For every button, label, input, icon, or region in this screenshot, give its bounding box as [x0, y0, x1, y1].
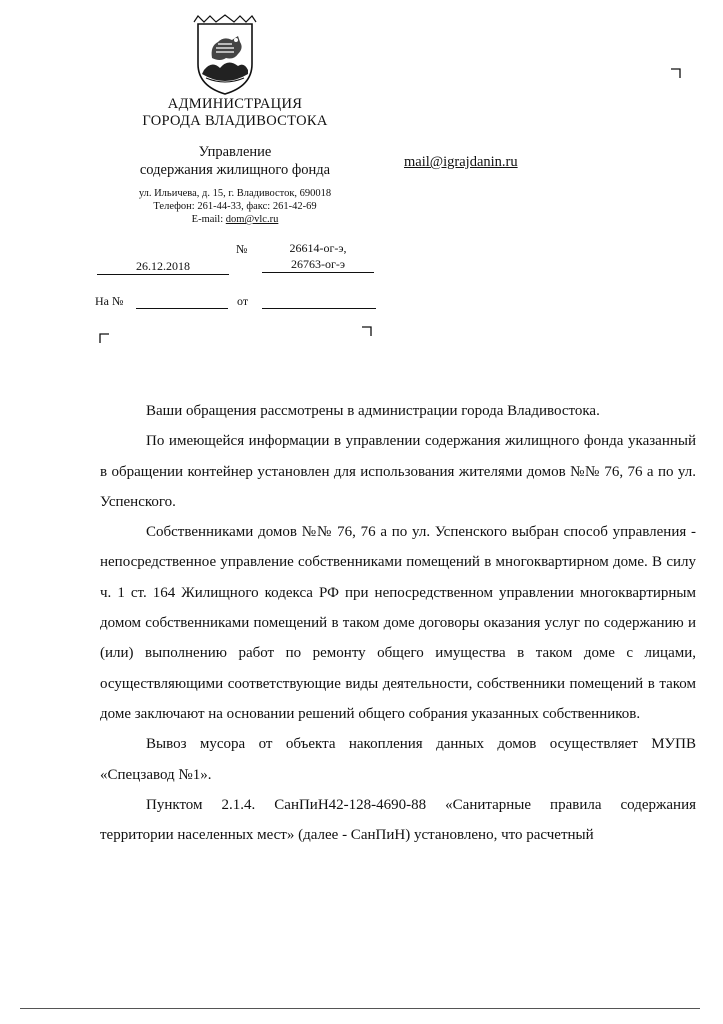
paragraph-5: Пунктом 2.1.4. СанПиН42-128-4690-88 «Санитарные правила содержания территории населенных мест» (далее - СанПиН) установлено, что расчетный [100, 796, 696, 844]
reg-number-line-2: 26763-ог-э [290, 257, 346, 271]
paragraph-3: Собственниками домов №№ 76, 76 а по ул. Успенского выбран способ управления - непосредственное управление собственниками помещений в многоквартирном доме. В силу ч. 1 ст. 164 Жилищного кодекса РФ при непосредственном управлении многоквартирным домом собственниками помещений в таком доме договоры оказания услуг по содержанию и (или) выполнению работ по ремонту общего имущества в таком доме с лицами, осуществляющими соответствующие виды деятельности, собственники помещений в таком доме заключают на основании решений общего собрания указанных собственников. [100, 524, 696, 722]
registration-number [262, 240, 374, 273]
reg-number-line-1: 26614-ог-э, [289, 241, 347, 255]
org-line-2: ГОРОДА ВЛАДИВОСТОКА [142, 113, 328, 129]
address: ул. Ильичева, д. 15, г. Владивосток, 690018 [138, 188, 332, 199]
recipient-email[interactable]: mail@igrajdanin.ru [404, 154, 518, 170]
dept-line-2: содержания жилищного фонда [139, 162, 331, 178]
email-label: E-mail: [191, 214, 226, 225]
reference-date-line [262, 308, 376, 309]
email-row [100, 213, 370, 226]
reference-number-label: На № [95, 294, 124, 308]
corner-mark-mid-right [362, 326, 372, 336]
dept-line-1: Управление [198, 144, 272, 160]
paragraph-1: Ваши обращения рассмотрены в администрации города Владивостока. [146, 403, 600, 419]
department-name [105, 143, 365, 179]
city-coat-of-arms-icon [190, 14, 260, 96]
organization-name [110, 96, 360, 130]
page-bottom-rule [20, 1008, 700, 1009]
paragraph-2: По имеющейся информации в управлении содержания жилищного фонда указанный в обращении контейнер установлен для использования жителями домов №№ 76, 76 а по ул. Успенского. [100, 433, 696, 510]
corner-mark-top-right [671, 68, 681, 78]
phone: Телефон: 261-44-33, факс: 261-42-69 [153, 201, 317, 212]
corner-mark-mid-left [99, 333, 109, 343]
number-sign: № [236, 242, 248, 256]
org-line-1: АДМИНИСТРАЦИЯ [167, 96, 303, 112]
contact-block [100, 187, 370, 226]
letter-body [100, 396, 696, 850]
paragraph-4: Вывоз мусора от объекта накопления данных домов осуществляет МУПВ «Спецзавод №1». [100, 736, 696, 783]
letter-date: 26.12.2018 [97, 259, 229, 275]
reference-date-label: от [237, 294, 249, 308]
sender-email-link[interactable]: dom@vlc.ru [225, 214, 279, 225]
reference-number-line [136, 308, 228, 309]
